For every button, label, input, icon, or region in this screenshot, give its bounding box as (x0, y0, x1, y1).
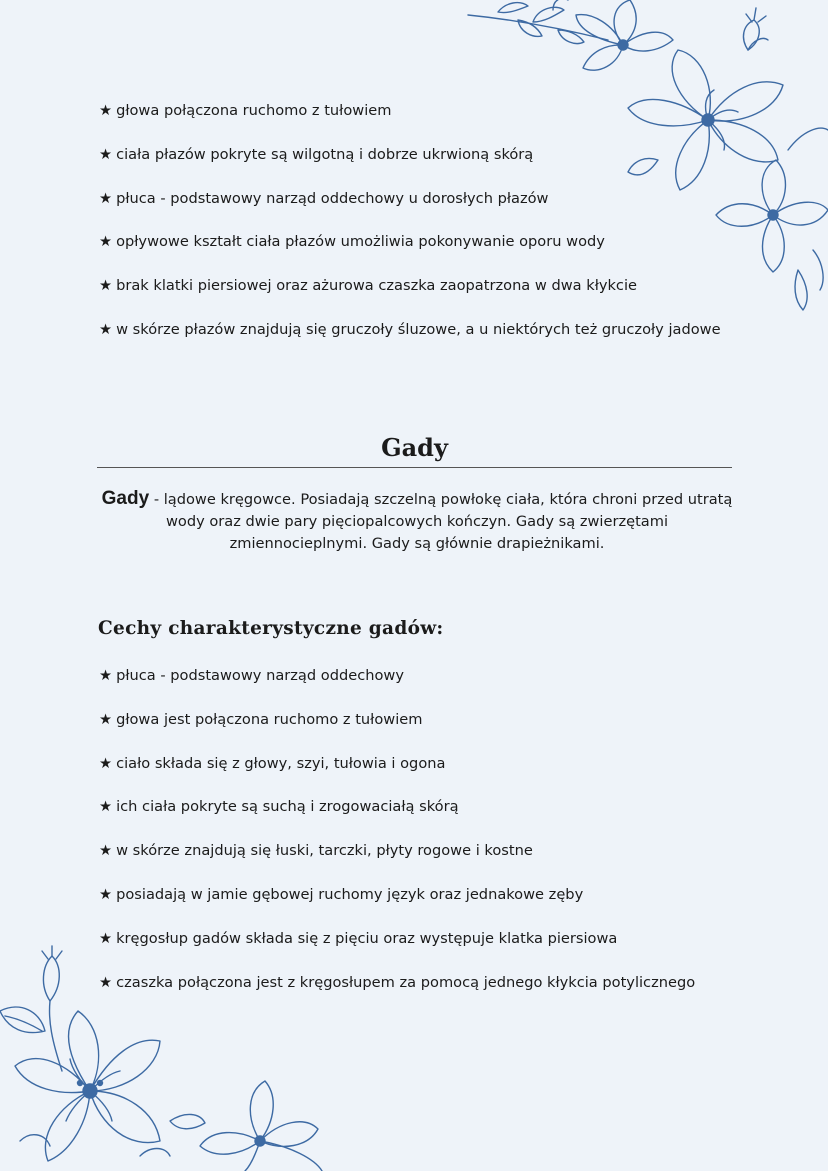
list-item (99, 841, 695, 861)
list-item (99, 320, 721, 340)
list-item (99, 973, 695, 993)
list-item (99, 145, 721, 165)
intro-text: - lądowe kręgowce. Posiadają szczelną powłokę ciała, która chroni przed utratą wody oraz dwie pary pięciopalcowych kończyn. Gady są zwierzętami zmiennocieplnymi. Gady są głównie drapieżnikami. (149, 491, 733, 552)
list-item-text: kręgosłup gadów składa się z pięciu oraz występuje klatka piersiowa (116, 929, 618, 947)
list-item-text: posiadają w jamie gębowej ruchomy język oraz jednakowe zęby (116, 885, 584, 903)
list-item-text: w skórze znajdują się łuski, tarczki, płyty rogowe i kostne (116, 842, 533, 860)
list-item-text: ciało składa się z głowy, szyi, tułowia i ogona (116, 754, 446, 772)
list-item (99, 666, 695, 686)
star-icon: ★ (99, 102, 113, 119)
list-item (99, 754, 695, 774)
list-item (99, 797, 695, 817)
intro-term: Gady (101, 488, 150, 509)
list-item (99, 189, 721, 209)
star-icon: ★ (99, 885, 113, 903)
list-item-text: opływowe kształt ciała płazów umożliwia pokonywanie oporu wody (116, 233, 605, 251)
star-icon: ★ (99, 929, 113, 947)
star-icon: ★ (99, 842, 113, 860)
list-item-text: w skórze płazów znajdują się gruczoły śluzowe, a u niektórych też gruczoły jadowe (116, 320, 721, 338)
star-icon: ★ (99, 233, 113, 251)
list-item-text: czaszka połączona jest z kręgosłupem za pomocą jednego kłykcia potylicznego (116, 973, 696, 991)
star-icon: ★ (99, 667, 113, 684)
list-item (99, 276, 721, 296)
list-item-text: głowa jest połączona ruchomo z tułowiem (116, 710, 423, 728)
star-icon: ★ (99, 189, 113, 207)
list-item (99, 885, 695, 905)
list-item-text: ciała płazów pokryte są wilgotną i dobrze ukrwioną skórą (116, 145, 534, 163)
list-item-text: głowa połączona ruchomo z tułowiem (116, 102, 392, 119)
list-item (99, 929, 695, 949)
gady-intro-paragraph (97, 488, 737, 555)
plazy-traits-list (99, 101, 721, 364)
star-icon: ★ (99, 145, 113, 163)
list-item-text: ich ciała pokryte są suchą i zrogowaciałą skórą (116, 798, 459, 816)
list-item (99, 232, 721, 252)
star-icon: ★ (99, 973, 113, 991)
star-icon: ★ (99, 277, 113, 295)
traits-heading: Cechy charakterystyczne gadów: (98, 618, 444, 639)
list-item-text: płuca - podstawowy narząd oddechowy u dorosłych płazów (116, 189, 549, 207)
section-title-gady: Gady (381, 433, 448, 462)
star-icon: ★ (99, 754, 113, 772)
star-icon: ★ (99, 320, 113, 338)
list-item-text: brak klatki piersiowej oraz ażurowa czaszka zaopatrzona w dwa kłykcie (116, 277, 637, 295)
star-icon: ★ (99, 710, 113, 728)
list-item-text: płuca - podstawowy narząd oddechowy (116, 667, 404, 684)
list-item (99, 101, 721, 121)
gady-traits-list (99, 666, 695, 1016)
star-icon: ★ (99, 798, 113, 816)
section-divider (97, 467, 732, 468)
list-item (99, 710, 695, 730)
